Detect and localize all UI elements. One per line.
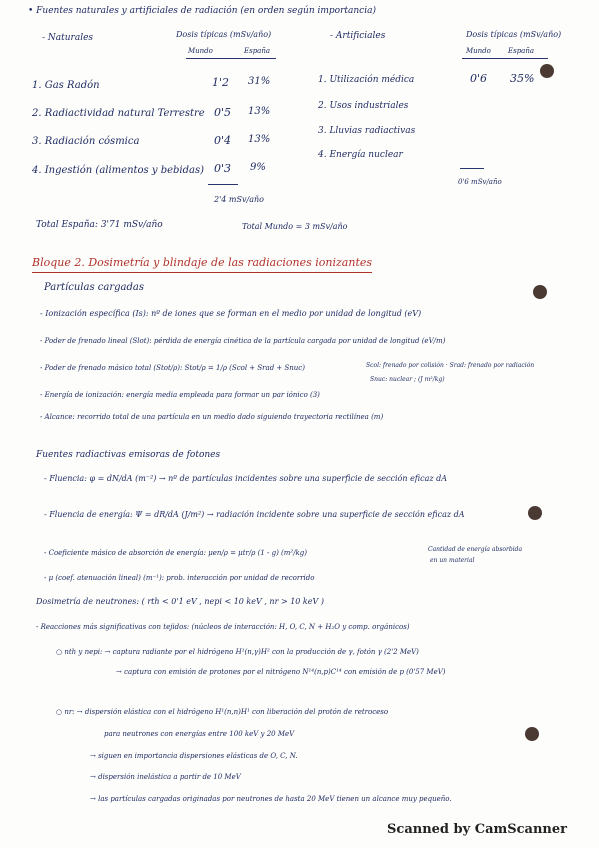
nat-item-4-espana: 9% bbox=[250, 162, 266, 173]
frenado-note-2: Snuc: nuclear ; (J m²/kg) bbox=[370, 376, 445, 383]
binder-hole-4 bbox=[525, 727, 539, 741]
art-item-3: 3. Lluvias radiactivas bbox=[318, 126, 416, 136]
item-poder-lineal: - Poder de frenado lineal (Slot): pérdida de energía cinética de la partícula cargada por unidad de longitud (eV/m) bbox=[40, 337, 446, 345]
total-mundo: Total Mundo = 3 mSv/año bbox=[242, 222, 348, 231]
item-alcance: - Alcance: recorrido total de una partícula en un medio dado siguiendo trayectoria rectilínea (m) bbox=[40, 413, 384, 421]
coef-note-2: en un material bbox=[430, 557, 475, 564]
item-mu: - μ (coef. atenuación lineal) (m⁻¹): prob. interacción por unidad de recorrido bbox=[44, 574, 315, 582]
dosimetria-neutrones: Dosimetría de neutrones: ( rth < 0'1 eV , nepi < 10 keV , nr > 10 keV ) bbox=[36, 597, 324, 606]
binder-hole-1 bbox=[540, 64, 554, 78]
item-nth: ○ nth y nepi: → captura radiante por el hidrógeno H¹(n,γ)H² con la producción de γ, fotón γ (2'2 MeV) bbox=[56, 648, 419, 656]
item-poder-masico: - Poder de frenado másico total (Stot/ρ): Stot/ρ = 1/ρ (Scol + Srad + Snuc) bbox=[40, 364, 305, 372]
block-title: Bloque 2. Dosimetría y blindaje de las radiaciones ionizantes bbox=[32, 256, 373, 269]
header-underline-nat bbox=[186, 58, 276, 59]
block-title-underline bbox=[32, 272, 372, 273]
art-item-1-espana: 35% bbox=[510, 72, 535, 85]
particulas-heading: Partículas cargadas bbox=[44, 282, 144, 293]
dosis-header-nat: Dosis típicas (mSv/año) bbox=[176, 30, 272, 39]
nat-item-4: 4. Ingestión (alimentos y bebidas) bbox=[32, 165, 205, 176]
art-total: 0'6 mSv/año bbox=[458, 178, 502, 186]
item-coeficiente: - Coeficiente másico de absorción de energía: μen/ρ = μtr/ρ (1 - g) (m²/kg) bbox=[44, 549, 308, 557]
item-nr-3: → siguen en importancia dispersiones elásticas de O, C, N. bbox=[90, 752, 298, 760]
mundo-header-nat: Mundo bbox=[188, 47, 213, 55]
scanner-watermark: Scanned by CamScanner bbox=[387, 822, 567, 837]
sources-heading: • Fuentes naturales y artificiales de radiación (en orden según importancia) bbox=[28, 6, 376, 16]
art-item-4: 4. Energía nuclear bbox=[318, 150, 403, 160]
total-espana: Total España: 3'71 mSv/año bbox=[36, 220, 163, 230]
item-nr-4: → dispersión inelástica a partir de 10 MeV bbox=[90, 773, 241, 781]
art-item-2: 2. Usos industriales bbox=[318, 101, 409, 111]
item-nth-2: → captura con emisión de protones por el nitrógeno N¹⁴(n,p)C¹⁴ con emisión de p (0'57 MeV) bbox=[116, 668, 446, 676]
naturales-label: - Naturales bbox=[42, 33, 94, 43]
nat-item-1-mundo: 1'2 bbox=[212, 76, 230, 89]
nat-item-4-mundo: 0'3 bbox=[214, 162, 232, 175]
item-fluencia-energia: - Fluencia de energía: Ψ = dR/dA (J/m²) → radiación incidente sobre una superficie de sección eficaz dA bbox=[44, 510, 465, 519]
binder-hole-3 bbox=[528, 506, 542, 520]
nat-item-2-espana: 13% bbox=[248, 106, 271, 117]
item-fluencia: - Fluencia: φ = dN/dA (m⁻²) → nº de partículas incidentes sobre una superficie de sección eficaz dA bbox=[44, 474, 448, 483]
item-nr-2: para neutrones con energías entre 100 keV y 20 MeV bbox=[104, 730, 295, 738]
nat-item-1: 1. Gas Radón bbox=[32, 80, 100, 91]
header-underline-art bbox=[462, 58, 548, 59]
artificiales-label: - Artificiales bbox=[330, 31, 386, 41]
nat-item-2: 2. Radiactividad natural Terrestre bbox=[32, 108, 205, 119]
coef-note-1: Cantidad de energía absorbida bbox=[428, 546, 523, 553]
nat-item-3: 3. Radiación cósmica bbox=[32, 136, 140, 147]
frenado-note-1: Scol: frenado por colisión · Srad: frenado por radiación bbox=[366, 362, 535, 369]
nat-item-1-espana: 31% bbox=[248, 76, 271, 87]
nat-item-3-espana: 13% bbox=[248, 134, 271, 145]
nat-item-2-mundo: 0'5 bbox=[214, 106, 232, 119]
item-energia-ionizacion: - Energía de ionización: energía media empleada para formar un par iónico (3) bbox=[40, 391, 320, 399]
art-sum-line bbox=[460, 168, 484, 169]
item-nr-5: → las partículas cargadas originadas por neutrones de hasta 20 MeV tienen un alcance muy pequeño. bbox=[90, 795, 452, 803]
art-item-1-mundo: 0'6 bbox=[470, 72, 488, 85]
nat-total: 2'4 mSv/año bbox=[214, 195, 264, 204]
mundo-header-art: Mundo bbox=[466, 47, 491, 55]
espana-header-nat: España bbox=[244, 47, 271, 55]
nat-sum-line bbox=[208, 184, 238, 185]
art-item-1: 1. Utilización médica bbox=[318, 75, 415, 85]
item-reacciones: - Reacciones más significativas con tejidos: (núcleos de interacción: H, O, C, N + H₂O y comp. orgánicos) bbox=[36, 623, 410, 631]
fuentes-heading: Fuentes radiactivas emisoras de fotones bbox=[36, 450, 221, 460]
item-nr: ○ nr: → dispersión elástica con el hidrógeno H¹(n,n)H¹ con liberación del protón de retroceso bbox=[56, 708, 389, 716]
dosis-header-art: Dosis típicas (mSv/año) bbox=[466, 30, 562, 39]
nat-item-3-mundo: 0'4 bbox=[214, 134, 232, 147]
item-ionizacion: - Ionización específica (Is): nº de iones que se forman en el medio por unidad de longitud (eV) bbox=[40, 309, 422, 318]
espana-header-art: España bbox=[508, 47, 535, 55]
binder-hole-2 bbox=[533, 285, 547, 299]
